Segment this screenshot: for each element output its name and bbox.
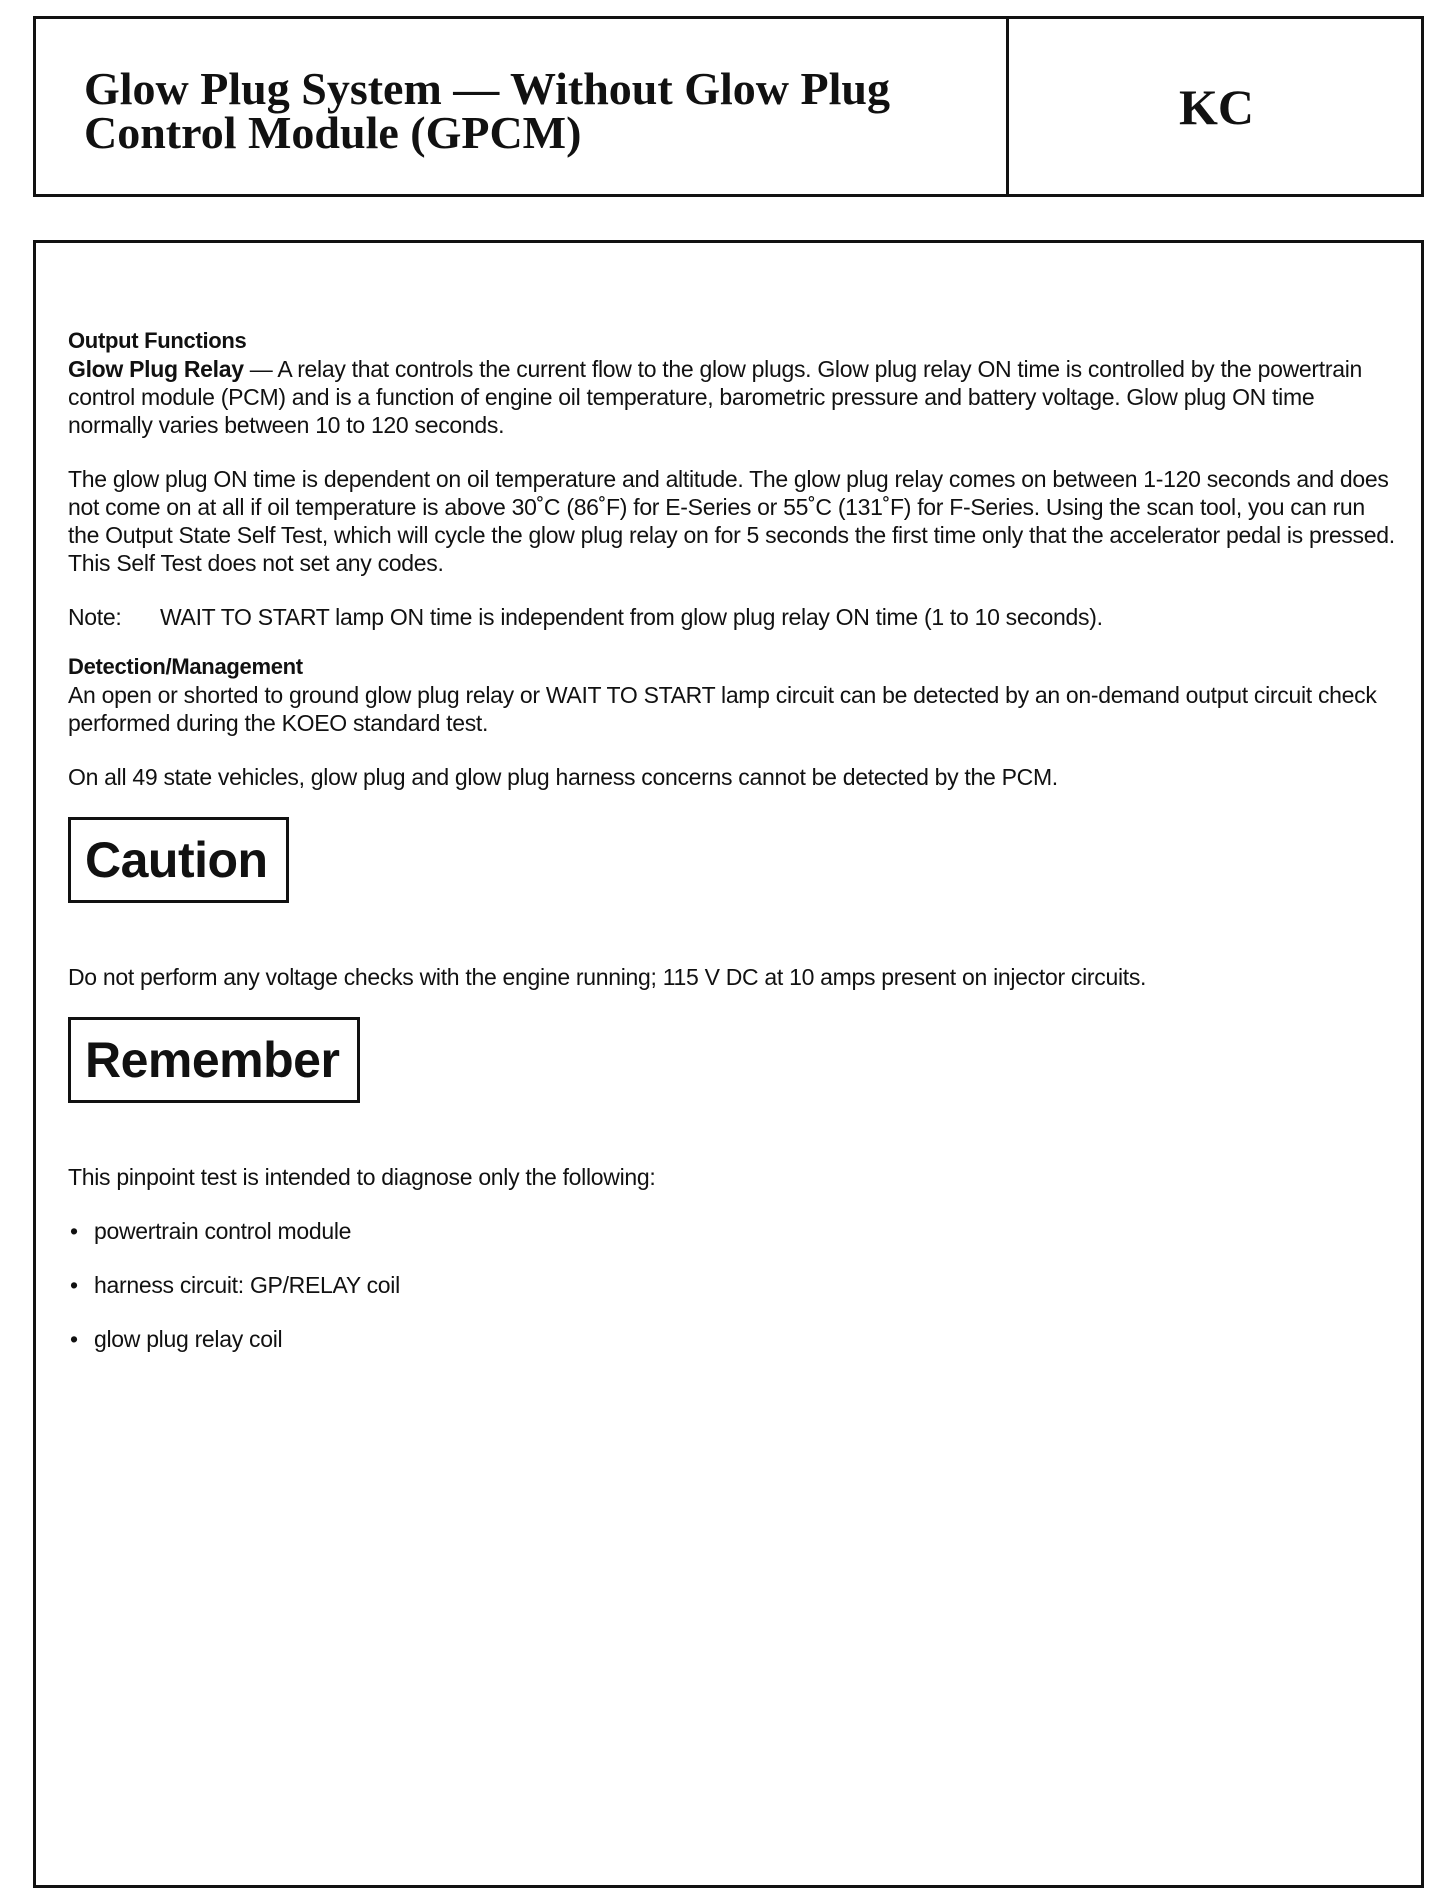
- section-code: KC: [1179, 78, 1254, 135]
- diagnose-list: [68, 1217, 1398, 1353]
- caution-text: Do not perform any voltage checks with the engine running; 115 V DC at 10 amps present on injector circuits.: [68, 964, 1147, 990]
- glow-plug-relay-paragraph: [68, 355, 1398, 439]
- on-time-paragraph: The glow plug ON time is dependent on oil temperature and altitude. The glow plug relay comes on between 1-120 seconds and does not come on at all if oil temperature is above 30˚C (86˚F) for E-Series or 55˚C (131˚F) for F-Series. Using the scan tool, you can run the Output State Self Test, which will cycle the glow plug relay on for 5 seconds the first time only that the accelerator pedal is pressed. This Self Test does not set any codes.: [68, 466, 1395, 576]
- note-text: WAIT TO START lamp ON time is independent from glow plug relay ON time (1 to 10 seconds).: [160, 604, 1103, 630]
- page-title: Glow Plug System — Without Glow Plug Control Module (GPCM): [84, 63, 890, 158]
- detection-paragraph-1: An open or shorted to ground glow plug relay or WAIT TO START lamp circuit can be detected by an on-demand output circuit check performed during the KOEO standard test.: [68, 682, 1377, 736]
- output-functions-heading: Output Functions: [68, 328, 247, 353]
- list-item: [68, 1271, 1398, 1299]
- list-item: [68, 1325, 1398, 1353]
- content-box: [33, 240, 1424, 1888]
- header-box: [33, 16, 1424, 197]
- glow-plug-relay-term: Glow Plug Relay: [68, 356, 244, 382]
- note-label: Note:: [68, 604, 122, 630]
- content: [68, 327, 1398, 1379]
- list-item: [68, 1217, 1398, 1245]
- caution-label: Caution: [68, 817, 289, 903]
- detection-heading: Detection/Management: [68, 654, 303, 679]
- remember-intro: This pinpoint test is intended to diagnose only the following:: [68, 1164, 656, 1190]
- bullet-icon: •: [70, 1326, 78, 1352]
- list-item-text: glow plug relay coil: [94, 1326, 283, 1352]
- glow-plug-relay-text: — A relay that controls the current flow to the glow plugs. Glow plug relay ON time is controlled by the powertrain control module (PCM) and is a function of engine oil temperature, barometric pressure and battery voltage. Glow plug ON time normally varies between 10 to 120 seconds.: [68, 356, 1363, 438]
- list-item-text: powertrain control module: [94, 1218, 352, 1244]
- note: [68, 603, 1398, 631]
- remember-label: Remember: [68, 1017, 360, 1103]
- bullet-icon: •: [70, 1218, 78, 1244]
- bullet-icon: •: [70, 1272, 78, 1298]
- detection-paragraph-2: On all 49 state vehicles, glow plug and glow plug harness concerns cannot be detected by the PCM.: [68, 764, 1058, 790]
- list-item-text: harness circuit: GP/RELAY coil: [94, 1272, 400, 1298]
